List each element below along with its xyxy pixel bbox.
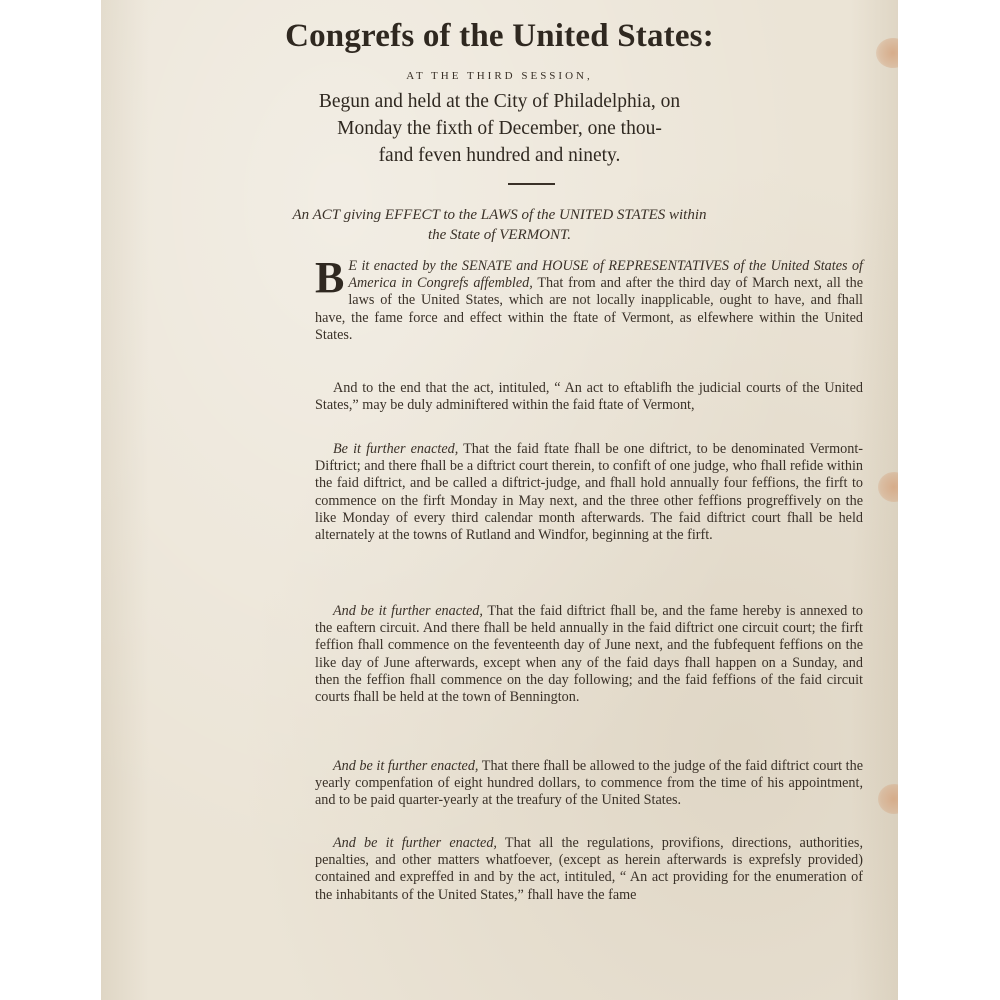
paragraph-lead: And be it further enacted, [333,835,497,851]
paragraph [315,758,863,810]
paragraph-lead: And be it further enacted, [333,603,483,619]
begun-line: Monday the fixth of December, one thou- [337,118,662,139]
paragraph-text: That from and after the third day of March next, all the laws of the United States, which are not locally inapplicable, ought to have, and fhall have, the fame force and effect within the ftate of Vermont, as elfewhere within the United States. [315,275,863,343]
paragraph [315,835,863,904]
begun-line: Begun and held at the City of Philadelphia, on [318,91,681,112]
paragraph-lead: And be it further enacted, [333,758,479,774]
session-line: AT THE THIRD SESSION, [406,70,593,82]
act-title [101,205,898,245]
stain-mark [878,784,898,814]
paragraph-lead: E it enacted by the SENATE and HOUSE of REPRESENTATIVES of the United States of America in Congrefs affembled, [348,258,863,292]
document-page [101,0,898,1000]
begun-block [101,88,898,169]
paragraph-text: That the faid diftrict fhall be, and the fame hereby is annexed to the eaftern circuit. And there fhall be held annually in the faid diftrict one circuit court; the firft feffion fhall commence on the feventeenth day of June next, and the fubfequent feffions on the like day of June afterwards, except when any of the faid days fhall happen on a Sunday, and then the feffion fhall commence on the day following; and the faid feffions of the faid circuit courts fhall be held at the town of Bennington. [315,603,864,706]
paragraph-text: That the faid ftate fhall be one diftrict, to be denominated Vermont-Diftrict; and there fhall be a diftrict court therein, to confift of one judge, who fhall refide within the faid diftrict, and be called a diftrict-judge, and fhall hold annually four feffions, the firft to commence on the firft Monday in May next, and the three other feffions progreffively on the like Monday of every third calendar month afterwards. The faid diftrict court fhall be held alternately at the towns of Rutland and Windfor, beginning at the firft. [315,441,863,544]
paragraph-text: And to the end that the act, intituled, “ An act to eftablifh the judicial courts of the United States,” may be duly adminiftered within the faid ftate of Vermont, [315,380,863,414]
paragraph-text: That there fhall be allowed to the judge of the faid diftrict court the yearly compenfation of eight hundred dollars, to commence from the time of his appointment, and to be paid quarter-yearly at the treafury of the United States. [315,758,863,809]
paragraph [315,380,863,414]
divider-rule [508,183,555,185]
paragraph-text: That all the regulations, provifions, directions, authorities, penalties, and other matters whatfoever, (except as herein afterwards is exprefsly provided) contained and expreffed in and by the act, intituled, “ An act providing for the enumeration of the inhabitants of the United States,” fhall have the fame [315,835,863,903]
begun-line: fand feven hundred and ninety. [378,145,621,166]
enacting-paragraph [315,253,863,344]
drop-cap: B [315,253,345,302]
act-title-line: the State of VERMONT. [427,227,572,243]
stain-mark [878,472,898,502]
paragraph-lead: Be it further enacted, [333,441,459,457]
paragraph [315,441,863,544]
paragraph [315,603,863,706]
act-title-line: An ACT giving EFFECT to the LAWS of the UNITED STATES within [292,207,707,223]
document-title: Congrefs of the United States: [285,18,714,54]
